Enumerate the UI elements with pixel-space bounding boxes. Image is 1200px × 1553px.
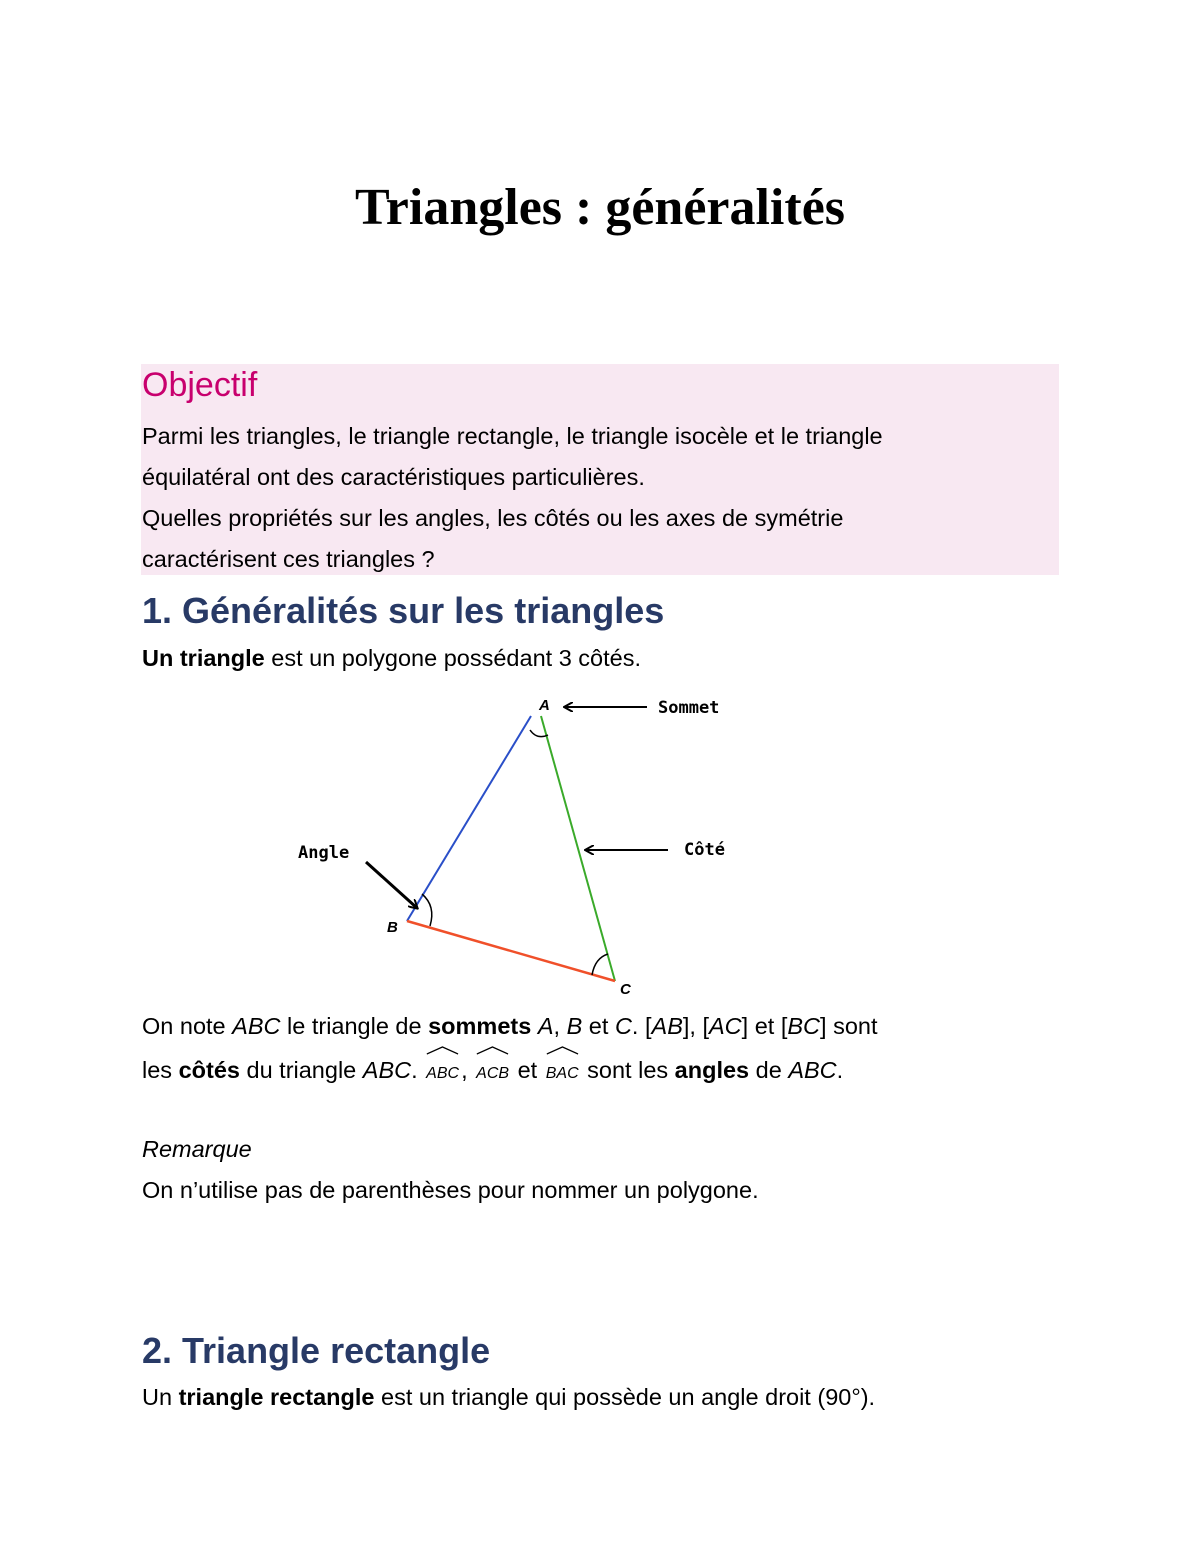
objective-heading: Objectif (142, 366, 258, 404)
angle-abc (426, 1047, 459, 1094)
remark-title: Remarque (142, 1136, 252, 1162)
vertex-c-label: C (620, 981, 631, 998)
objective-line-1: Parmi les triangles, le triangle rectangle, le triangle isocèle et le triangle (142, 423, 883, 449)
angle-arc-b (422, 894, 432, 926)
text: sont les (580, 1057, 675, 1083)
triangle-name: ABC (362, 1057, 412, 1083)
text: de (749, 1057, 789, 1083)
segment-ac: AC (709, 1013, 742, 1039)
vertex-b: B (566, 1013, 583, 1039)
text: ] sont (820, 1013, 878, 1039)
term-cotes: côtés (178, 1057, 240, 1083)
triangle-definition-text: est un polygone possédant 3 côtés. (264, 645, 641, 671)
term-angles: angles (674, 1057, 750, 1083)
objective-line-3: Quelles propriétés sur les angles, les côtés ou les axes de symétrie (142, 505, 844, 531)
angle-arc-c (592, 954, 608, 975)
text: . (411, 1057, 425, 1083)
angle-bac (546, 1047, 579, 1094)
triangle-definition (142, 638, 641, 679)
page-title: Triangles : généralités (354, 179, 846, 236)
section-1-heading: 1. Généralités sur les triangles (142, 590, 665, 631)
angle-abc-label: ABC (426, 1065, 460, 1082)
triangle-term: Un triangle (142, 645, 265, 671)
angle-hat (476, 1045, 509, 1055)
triangle-name: ABC (788, 1057, 837, 1083)
term-triangle-rectangle: triangle rectangle (178, 1384, 375, 1410)
vertex-c: C (614, 1013, 632, 1039)
side-ab (407, 716, 531, 921)
arrow-angle (366, 862, 417, 908)
angle-hat (546, 1045, 579, 1055)
objective-line-2: équilatéral ont des caractéristiques particulières. (142, 464, 645, 490)
triangle-diagram (141, 688, 1059, 998)
text: le triangle de (280, 1013, 429, 1039)
text: et (582, 1013, 615, 1039)
vertex-b-label: B (387, 919, 398, 936)
text: , (461, 1057, 475, 1083)
text: . (836, 1057, 844, 1083)
vertex-a: A (537, 1013, 554, 1039)
text: du triangle (239, 1057, 363, 1083)
right-triangle-definition (142, 1377, 875, 1418)
notation-line-2 (142, 1047, 843, 1094)
text: Un (142, 1384, 179, 1410)
text: ] et [ (741, 1013, 788, 1039)
remark-text: On n’utilise pas de parenthèses pour nommer un polygone. (142, 1177, 759, 1203)
objective-line-4: caractérisent ces triangles ? (142, 546, 435, 572)
label-sommet: Sommet (658, 698, 720, 718)
side-ac (541, 716, 615, 981)
text: et (511, 1057, 544, 1083)
label-angle: Angle (298, 843, 350, 863)
side-bc (407, 921, 615, 981)
text: est un triangle qui possède un angle droit (90°). (374, 1384, 876, 1410)
angle-acb-label: ACB (476, 1065, 510, 1082)
text: , (553, 1013, 567, 1039)
segment-bc: BC (787, 1013, 821, 1039)
text: ], [ (682, 1013, 709, 1039)
segment-ab: AB (651, 1013, 683, 1039)
text: . [ (631, 1013, 652, 1039)
angle-bac-label: BAC (545, 1065, 579, 1082)
angle-hat (426, 1045, 459, 1055)
triangle-name: ABC (232, 1013, 281, 1039)
text: On note (142, 1013, 233, 1039)
text: les (142, 1057, 179, 1083)
notation-line-1 (142, 1006, 878, 1047)
term-sommets: sommets (428, 1013, 532, 1039)
angle-acb (476, 1047, 509, 1094)
section-2-heading: 2. Triangle rectangle (142, 1330, 491, 1371)
vertex-a-label: A (539, 697, 550, 714)
label-cote: Côté (684, 840, 725, 860)
